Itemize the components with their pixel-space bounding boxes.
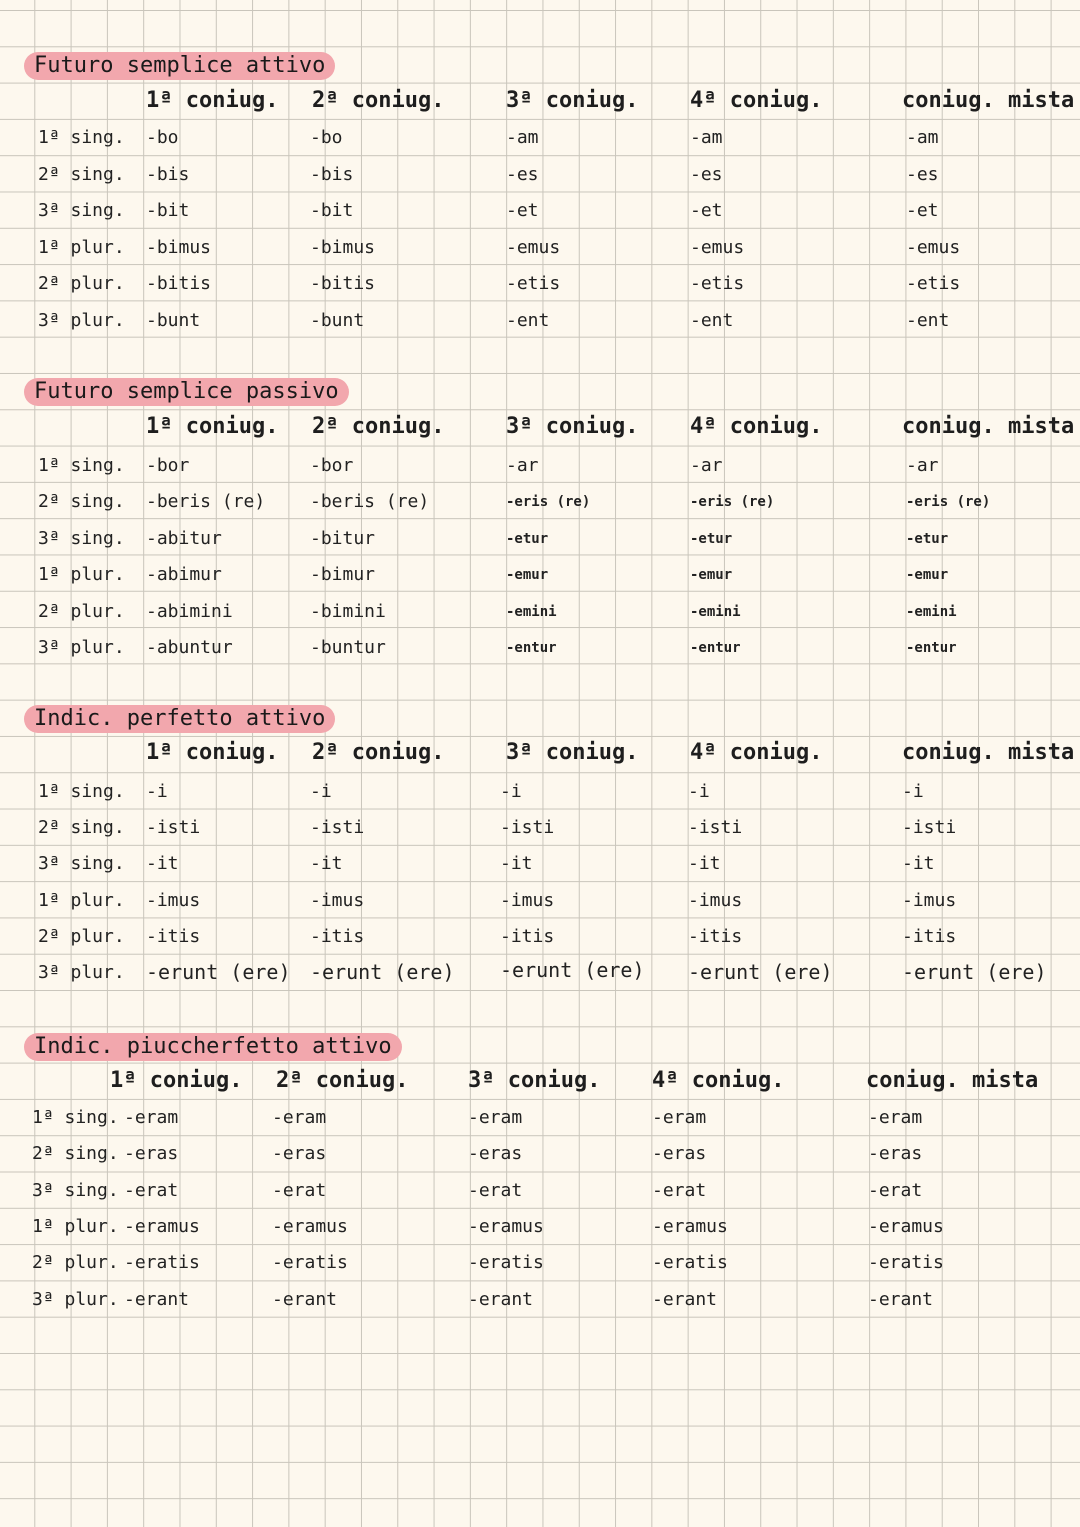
ending-cell: -isti [146, 817, 201, 838]
ending-cell: -bitis [146, 273, 212, 294]
header-coniug-3: 3ª coniug. [506, 414, 639, 439]
header-coniug-3: 3ª coniug. [506, 740, 639, 765]
ending-cell: -eram [652, 1107, 707, 1128]
ending-cell: -emini [506, 604, 557, 620]
ending-cell: -bunt [310, 310, 365, 331]
ending-cell: -bitur [310, 528, 376, 549]
ending-cell: -etur [690, 531, 733, 547]
label-2-plur: 2ª plur. [38, 601, 125, 622]
ending-cell: -it [902, 853, 935, 874]
ending-cell: -eris (re) [690, 494, 775, 510]
header-coniug-mista: coniug. mista [866, 1068, 1039, 1093]
ending-cell: -etur [906, 531, 949, 547]
ending-cell: -ar [906, 455, 939, 476]
label-3-plur: 3ª plur. [32, 1289, 119, 1310]
header-coniug-2: 2ª coniug. [312, 740, 445, 765]
label-1-plur: 1ª plur. [32, 1216, 119, 1237]
ending-cell: -it [500, 853, 533, 874]
ending-cell: -eramus [124, 1216, 200, 1237]
ending-cell: -bis [310, 164, 354, 185]
ending-cell: -eramus [868, 1216, 944, 1237]
label-2-sing: 2ª sing. [32, 1143, 119, 1164]
header-coniug-1: 1ª coniug. [146, 414, 279, 439]
ending-cell: -it [146, 853, 179, 874]
ending-cell: -entur [506, 640, 557, 656]
ending-cell: -bimini [310, 601, 386, 622]
ending-cell: -emini [690, 604, 741, 620]
ending-cell: -itis [310, 926, 365, 947]
ending-cell: -bimus [146, 237, 212, 258]
header-coniug-1: 1ª coniug. [146, 88, 279, 113]
ending-cell: -imus [902, 890, 957, 911]
ending-cell: -bimur [310, 564, 376, 585]
label-1-plur: 1ª plur. [38, 890, 125, 911]
ending-cell: -isti [310, 817, 365, 838]
ending-cell: -abimini [146, 601, 233, 622]
header-coniug-1: 1ª coniug. [110, 1068, 243, 1093]
ending-cell: -i [688, 781, 710, 802]
label-2-sing: 2ª sing. [38, 817, 125, 838]
label-2-plur: 2ª plur. [38, 273, 125, 294]
ending-cell: -bitis [310, 273, 376, 294]
ending-cell: -erant [652, 1289, 718, 1310]
label-3-sing: 3ª sing. [32, 1180, 119, 1201]
label-1-sing: 1ª sing. [38, 127, 125, 148]
ending-cell: -erunt (ere) [688, 960, 833, 984]
ending-cell: -entur [906, 640, 957, 656]
ending-cell: -etis [506, 273, 561, 294]
ending-cell: -imus [688, 890, 743, 911]
section-title: Indic. piuccherfetto attivo [24, 1033, 402, 1061]
ending-cell: -it [688, 853, 721, 874]
ending-cell: -erat [124, 1180, 179, 1201]
ending-cell: -emur [506, 567, 549, 583]
header-coniug-4: 4ª coniug. [652, 1068, 785, 1093]
ending-cell: -eratis [868, 1252, 944, 1273]
ending-cell: -eramus [652, 1216, 728, 1237]
ending-cell: -eram [272, 1107, 327, 1128]
label-3-plur: 3ª plur. [38, 637, 125, 658]
ending-cell: -ent [906, 310, 950, 331]
ending-cell: -itis [688, 926, 743, 947]
ending-cell: -etis [690, 273, 745, 294]
label-1-sing: 1ª sing. [38, 781, 125, 802]
ending-cell: -eratis [468, 1252, 544, 1273]
label-2-plur: 2ª plur. [32, 1252, 119, 1273]
ending-cell: -bis [146, 164, 190, 185]
ending-cell: -i [902, 781, 924, 802]
ending-cell: -etur [506, 531, 549, 547]
header-coniug-4: 4ª coniug. [690, 414, 823, 439]
ending-cell: -et [690, 200, 723, 221]
header-coniug-2: 2ª coniug. [312, 414, 445, 439]
ending-cell: -entur [690, 640, 741, 656]
header-coniug-mista: coniug. mista [902, 414, 1075, 439]
header-coniug-mista: coniug. mista [902, 88, 1075, 113]
ending-cell: -eratis [124, 1252, 200, 1273]
ending-cell: -eras [272, 1143, 327, 1164]
ending-cell: -eras [652, 1143, 707, 1164]
ending-cell: -eris (re) [506, 494, 591, 510]
label-3-plur: 3ª plur. [38, 962, 125, 983]
ending-cell: -eratis [272, 1252, 348, 1273]
section-title: Indic. perfetto attivo [24, 705, 335, 733]
ending-cell: -eris (re) [906, 494, 991, 510]
ending-cell: -bimus [310, 237, 376, 258]
ending-cell: -emus [906, 237, 961, 258]
header-coniug-2: 2ª coniug. [312, 88, 445, 113]
label-3-sing: 3ª sing. [38, 853, 125, 874]
ending-cell: -erant [272, 1289, 338, 1310]
ending-cell: -erunt (ere) [310, 960, 455, 984]
ending-cell: -abuntur [146, 637, 233, 658]
label-3-sing: 3ª sing. [38, 200, 125, 221]
ending-cell: -etis [906, 273, 961, 294]
ending-cell: -bit [310, 200, 354, 221]
ending-cell: -eram [468, 1107, 523, 1128]
ending-cell: -isti [688, 817, 743, 838]
ending-cell: -es [506, 164, 539, 185]
ending-cell: -am [506, 127, 539, 148]
section-title: Futuro semplice attivo [24, 52, 335, 80]
ending-cell: -emus [690, 237, 745, 258]
ending-cell: -bor [146, 455, 190, 476]
ending-cell: -itis [500, 926, 555, 947]
ending-cell: -erunt (ere) [902, 960, 1047, 984]
ending-cell: -erunt (ere) [146, 960, 291, 984]
label-1-sing: 1ª sing. [38, 455, 125, 476]
ending-cell: -ar [506, 455, 539, 476]
ending-cell: -emur [906, 567, 949, 583]
ending-cell: -eras [468, 1143, 523, 1164]
header-coniug-1: 1ª coniug. [146, 740, 279, 765]
ending-cell: -eram [124, 1107, 179, 1128]
label-1-plur: 1ª plur. [38, 564, 125, 585]
label-1-sing: 1ª sing. [32, 1107, 119, 1128]
ending-cell: -ent [690, 310, 734, 331]
label-3-plur: 3ª plur. [38, 310, 125, 331]
ending-cell: -es [690, 164, 723, 185]
ending-cell: -isti [500, 817, 555, 838]
ending-cell: -eramus [468, 1216, 544, 1237]
ending-cell: -eratis [652, 1252, 728, 1273]
header-coniug-4: 4ª coniug. [690, 740, 823, 765]
ending-cell: -imus [146, 890, 201, 911]
ending-cell: -eras [124, 1143, 179, 1164]
ending-cell: -bunt [146, 310, 201, 331]
ending-cell: -erunt (ere) [500, 958, 645, 982]
ending-cell: -erant [868, 1289, 934, 1310]
ending-cell: -beris (re) [310, 491, 430, 512]
ending-cell: -buntur [310, 637, 386, 658]
ending-cell: -emus [506, 237, 561, 258]
ending-cell: -erat [272, 1180, 327, 1201]
label-1-plur: 1ª plur. [38, 237, 125, 258]
header-coniug-2: 2ª coniug. [276, 1068, 409, 1093]
ending-cell: -am [690, 127, 723, 148]
ending-cell: -emini [906, 604, 957, 620]
ending-cell: -isti [902, 817, 957, 838]
header-coniug-mista: coniug. mista [902, 740, 1075, 765]
ending-cell: -emur [690, 567, 733, 583]
ending-cell: -abimur [146, 564, 222, 585]
ending-cell: -erat [468, 1180, 523, 1201]
header-coniug-3: 3ª coniug. [468, 1068, 601, 1093]
ending-cell: -erant [124, 1289, 190, 1310]
ending-cell: -erat [652, 1180, 707, 1201]
ending-cell: -es [906, 164, 939, 185]
ending-cell: -erat [868, 1180, 923, 1201]
ending-cell: -itis [146, 926, 201, 947]
ending-cell: -bor [310, 455, 354, 476]
ending-cell: -itis [902, 926, 957, 947]
section-title: Futuro semplice passivo [24, 378, 349, 406]
ending-cell: -i [310, 781, 332, 802]
ending-cell: -i [146, 781, 168, 802]
header-coniug-3: 3ª coniug. [506, 88, 639, 113]
ending-cell: -imus [310, 890, 365, 911]
ending-cell: -ar [690, 455, 723, 476]
ending-cell: -erant [468, 1289, 534, 1310]
ending-cell: -eramus [272, 1216, 348, 1237]
ending-cell: -eras [868, 1143, 923, 1164]
ending-cell: -ent [506, 310, 550, 331]
ending-cell: -it [310, 853, 343, 874]
ending-cell: -bo [146, 127, 179, 148]
label-2-sing: 2ª sing. [38, 491, 125, 512]
header-coniug-4: 4ª coniug. [690, 88, 823, 113]
label-2-sing: 2ª sing. [38, 164, 125, 185]
ending-cell: -beris (re) [146, 491, 266, 512]
ending-cell: -bit [146, 200, 190, 221]
ending-cell: -bo [310, 127, 343, 148]
label-2-plur: 2ª plur. [38, 926, 125, 947]
ending-cell: -et [506, 200, 539, 221]
ending-cell: -i [500, 781, 522, 802]
ending-cell: -imus [500, 890, 555, 911]
ending-cell: -am [906, 127, 939, 148]
ending-cell: -et [906, 200, 939, 221]
ending-cell: -eram [868, 1107, 923, 1128]
label-3-sing: 3ª sing. [38, 528, 125, 549]
ending-cell: -abitur [146, 528, 222, 549]
